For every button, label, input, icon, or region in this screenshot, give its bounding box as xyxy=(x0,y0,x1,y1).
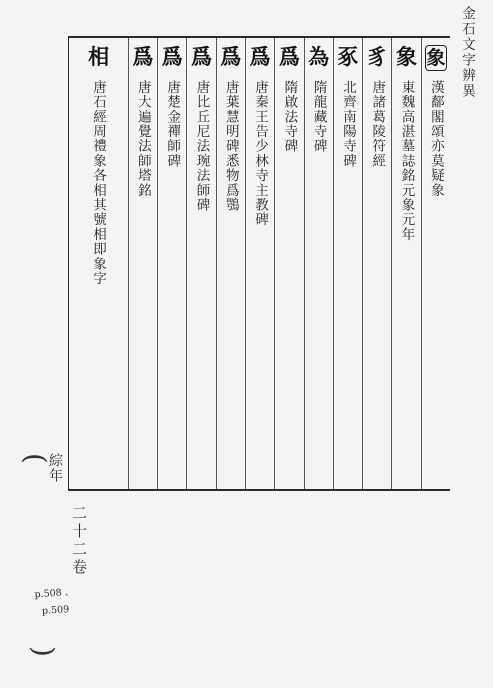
citation: 唐葉慧明碑悉物爲鶚 xyxy=(222,80,239,213)
citation: 唐諸葛陵符經 xyxy=(369,80,386,169)
table-column xyxy=(186,38,215,489)
citation: 唐大遍覺法師塔銘 xyxy=(134,80,151,198)
citation: 東魏高湛墓誌銘元象元年 xyxy=(398,80,415,242)
head-character: 為 xyxy=(308,44,330,69)
table-column xyxy=(362,38,391,489)
handwritten-volume: 綜年 xyxy=(47,453,63,483)
head-character: 爲 xyxy=(161,44,183,69)
citation: 唐比丘尼法琬法師碑 xyxy=(193,80,210,213)
head-character: 爲 xyxy=(190,44,212,69)
table-column xyxy=(304,38,333,489)
table-column xyxy=(216,38,245,489)
table-column xyxy=(245,38,274,489)
character-variant-table xyxy=(68,36,450,491)
table-column xyxy=(128,38,157,489)
table-column xyxy=(157,38,186,489)
table-column xyxy=(333,38,362,489)
table-column xyxy=(274,38,303,489)
head-character: 爲 xyxy=(249,44,271,69)
head-character: 相 xyxy=(88,44,110,69)
citation: 北齊南陽寺碑 xyxy=(339,80,356,169)
table-column xyxy=(421,38,450,489)
handwritten-pages: p.508 、 p.509 xyxy=(34,586,75,617)
handwritten-open-paren: ( xyxy=(18,453,52,464)
head-character: 爲 xyxy=(132,44,154,69)
page-title: 金石文字辨異 xyxy=(459,6,475,99)
head-character: 爲 xyxy=(220,44,242,69)
citation: 隋龍藏寺碑 xyxy=(310,80,327,154)
head-character: 爲 xyxy=(278,44,300,69)
table-column xyxy=(68,38,128,489)
citation: 唐楚金禪師碑 xyxy=(164,80,181,169)
citation: 漢鄐閣頌亦莫疑象 xyxy=(427,80,444,198)
citation: 唐石經周禮象各相其號相即象字 xyxy=(90,80,106,286)
citation: 隋啟法寺碑 xyxy=(281,80,298,154)
citation: 唐秦王告少林寺主教碑 xyxy=(252,80,269,227)
handwritten-close-paren: ) xyxy=(26,646,60,657)
table-column xyxy=(391,38,420,489)
head-character: 豸 xyxy=(366,44,388,69)
head-character: 象 xyxy=(396,44,418,69)
head-character: 象 xyxy=(426,47,446,69)
head-character: 豖 xyxy=(337,44,359,69)
handwritten-juan: 二十二卷 xyxy=(70,505,88,577)
